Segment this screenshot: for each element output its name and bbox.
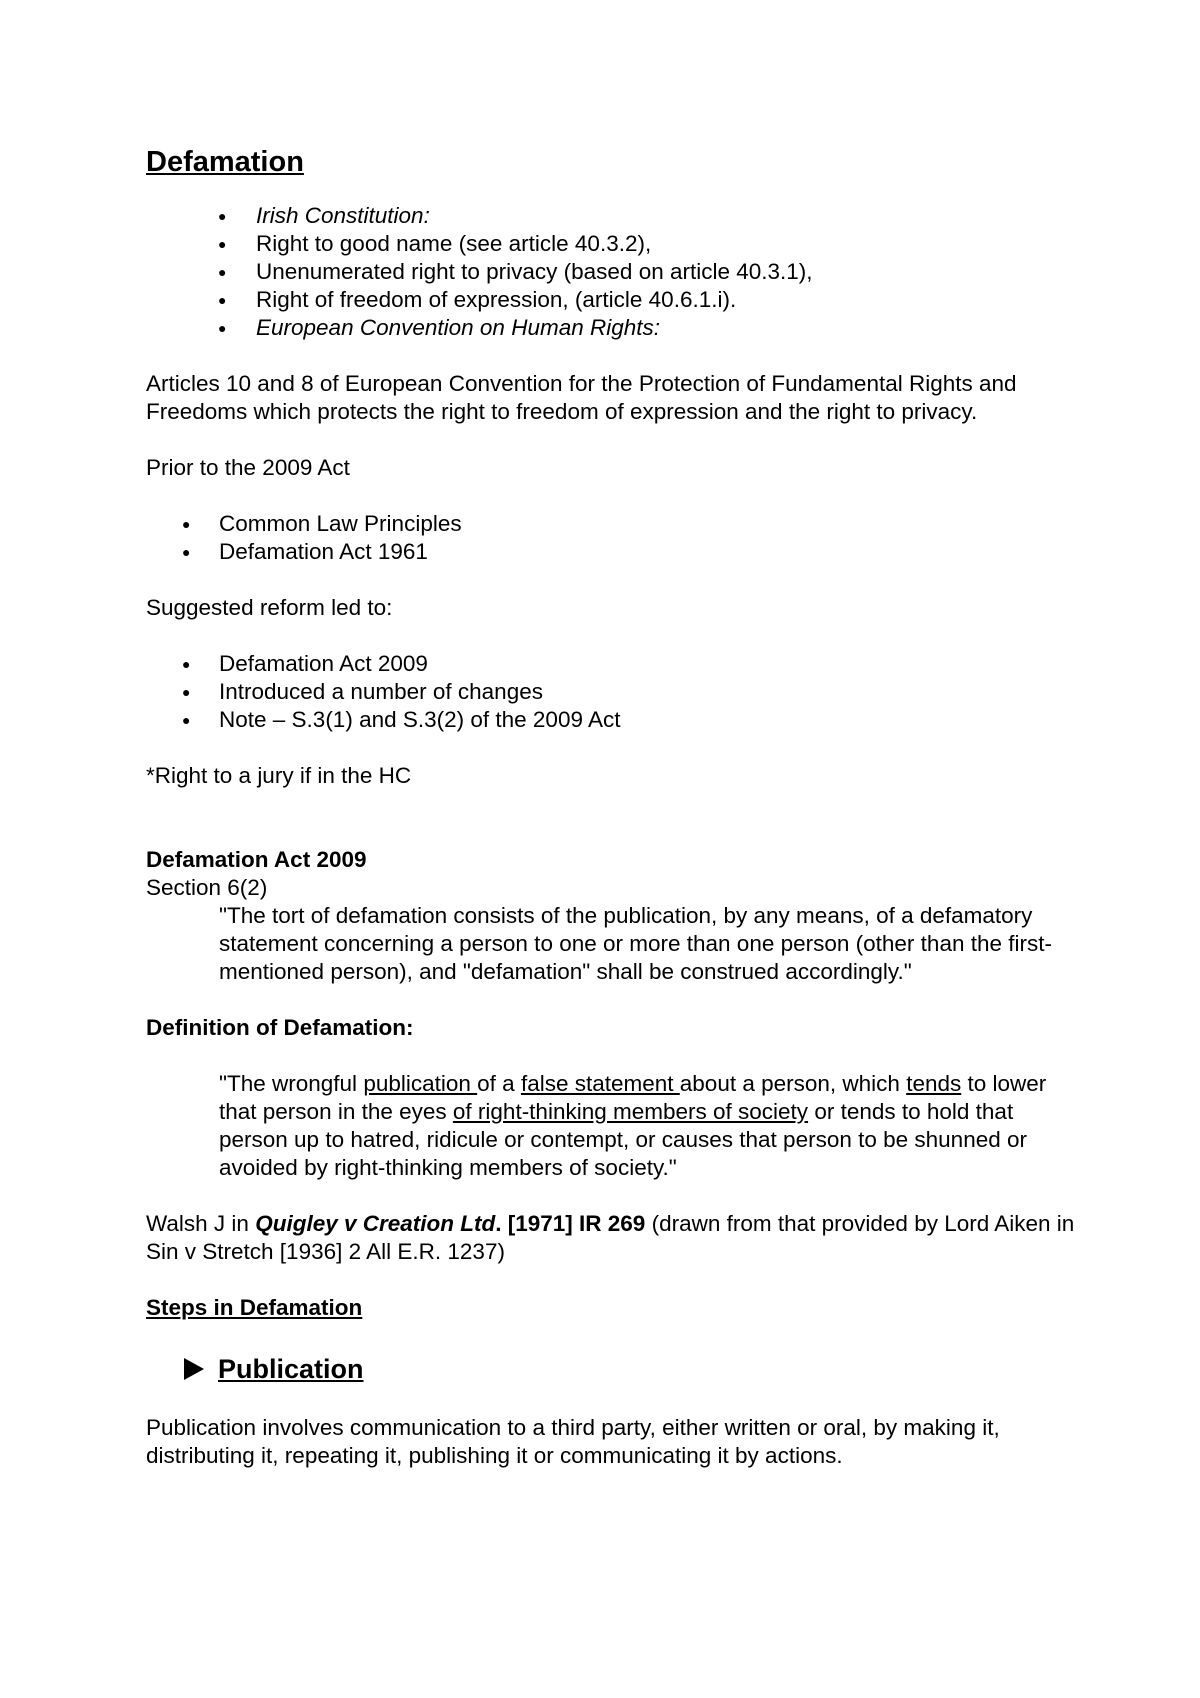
- arrow-bullet-icon: [184, 1358, 204, 1380]
- section-label: Section 6(2): [146, 875, 268, 900]
- list-item: ● Right of freedom of expression, (article 40.6.1.i).: [146, 286, 1076, 314]
- prior-list: [146, 510, 1076, 566]
- reform-label: Suggested reform led to:: [146, 595, 393, 620]
- section-quote: "The tort of defamation consists of the publication, by any means, of a defamatory statement concerning a person to one or more than one person (other than the first-mentioned person), and "defamation" shall be construed accordingly.": [219, 903, 1052, 984]
- underlined-term: publication: [363, 1071, 478, 1096]
- underlined-term: of right-thinking members of society: [452, 1099, 809, 1124]
- case-name: Quigley v Creation Ltd: [255, 1211, 496, 1236]
- list-item: ● Defamation Act 1961: [146, 538, 1076, 566]
- publication-paragraph: Publication involves communication to a third party, either written or oral, by making it, distributing it, repeating it, publishing it or communicating it by actions.: [146, 1415, 1000, 1468]
- list-item: ● European Convention on Human Rights:: [146, 314, 1076, 342]
- prior-label: Prior to the 2009 Act: [146, 455, 350, 480]
- act-heading: Defamation Act 2009: [146, 847, 367, 872]
- reform-list: [146, 650, 1076, 734]
- definition-quote: [146, 1070, 1076, 1182]
- case-prefix: Walsh J in: [146, 1211, 256, 1236]
- publication-heading-text: Publication: [218, 1354, 364, 1384]
- list-item: ● Right to good name (see article 40.3.2),: [146, 230, 1076, 258]
- case-note: (drawn from that provided by Lord Aiken in Sin v Stretch [1936] 2 All E.R. 1237): [146, 1211, 1075, 1264]
- definition-heading: Definition of Defamation:: [146, 1015, 414, 1040]
- list-item: ● Defamation Act 2009: [146, 650, 1076, 678]
- list-item: ● Irish Constitution:: [146, 202, 1076, 230]
- list-item: ● Introduced a number of changes: [146, 678, 1076, 706]
- case-reference: . [1971] IR 269: [495, 1211, 646, 1236]
- document-title: Defamation: [146, 146, 304, 178]
- jury-note: *Right to a jury if in the HC: [146, 763, 412, 788]
- definition-text: or tends to hold that person up to hatred, ridicule or contempt, or causes that person to be shunned or avoided by right-thinking members of society.": [219, 1099, 1027, 1180]
- definition-text: to lower that person in the eyes: [219, 1071, 1047, 1124]
- constitution-list: [146, 202, 1076, 342]
- underlined-term: false statement: [520, 1071, 680, 1096]
- steps-heading: Steps in Defamation: [146, 1295, 363, 1320]
- articles-paragraph: Articles 10 and 8 of European Convention for the Protection of Fundamental Rights and Freedoms which protects the right to freedom of expression and the right to privacy.: [146, 371, 1017, 424]
- definition-text: about a person, which: [679, 1071, 907, 1096]
- definition-text: of a: [477, 1071, 521, 1096]
- case-citation: [146, 1210, 1076, 1266]
- definition-text: "The wrongful: [219, 1071, 364, 1096]
- list-item: ● Common Law Principles: [146, 510, 1076, 538]
- list-item: ● Unenumerated right to privacy (based on article 40.3.1),: [146, 258, 1076, 286]
- publication-heading: [146, 1352, 1076, 1386]
- list-item: ● Note – S.3(1) and S.3(2) of the 2009 Act: [146, 706, 1076, 734]
- document-body: [146, 144, 1076, 1470]
- underlined-term: tends: [906, 1071, 962, 1096]
